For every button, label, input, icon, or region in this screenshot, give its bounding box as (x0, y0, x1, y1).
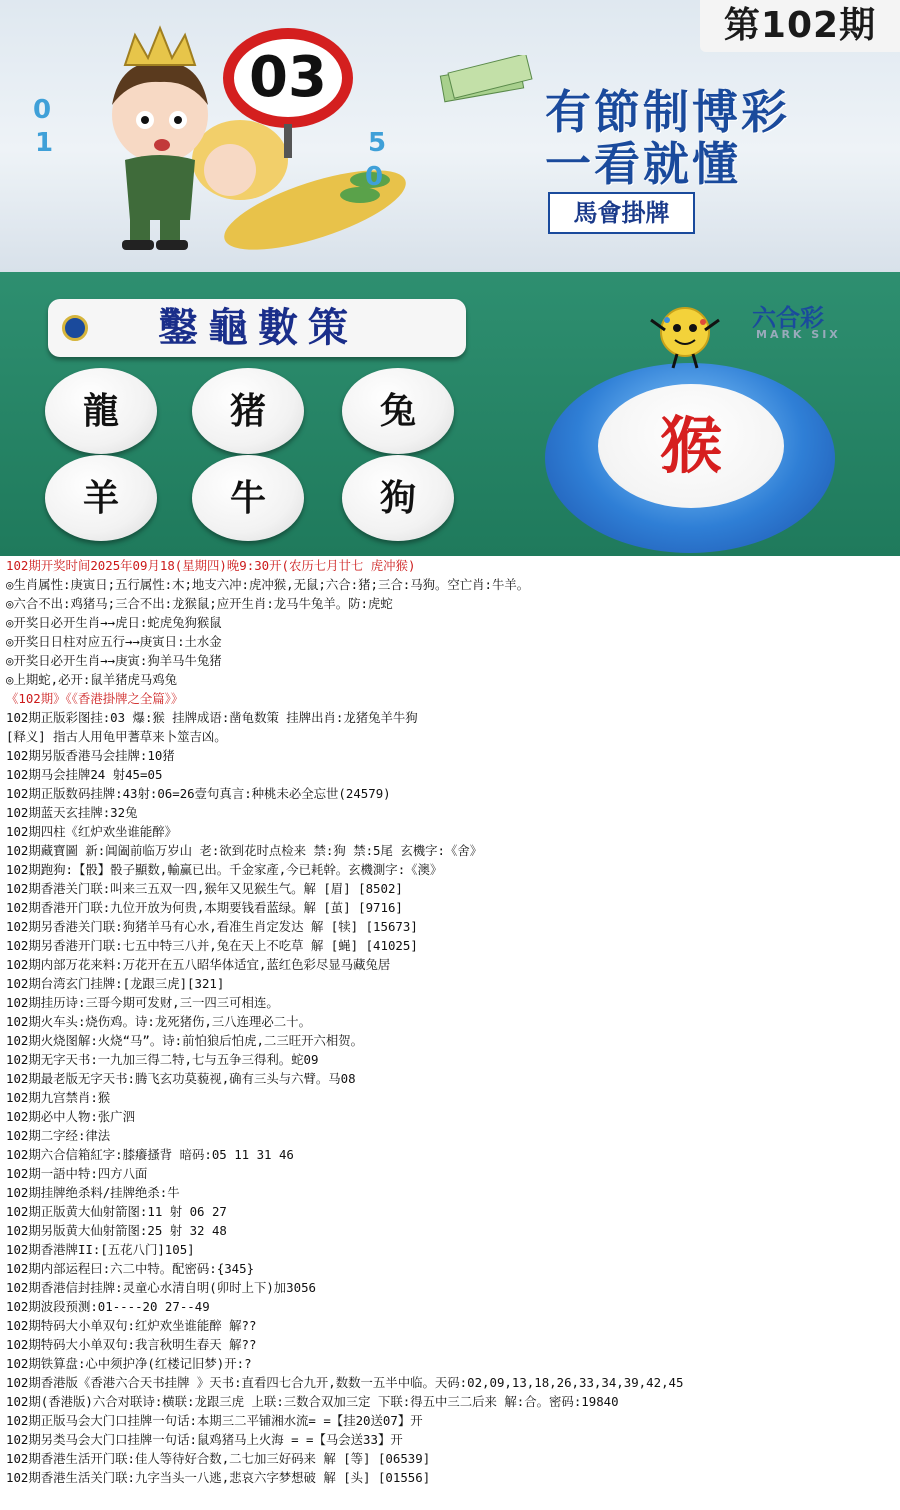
zodiac-1: 龍 (45, 368, 157, 454)
zodiac-6: 狗 (342, 455, 454, 541)
coin-icon (62, 315, 88, 341)
poster-title: 鑿龜數策 (158, 304, 358, 351)
poster (0, 0, 900, 556)
text-line: 102期挂牌绝杀料/挂牌绝杀:牛 (6, 1185, 180, 1200)
text-line: 102期必中人物:张广泗 (6, 1109, 135, 1124)
zodiac-2: 猪 (192, 368, 304, 454)
text-line: 102期无字天书:一九加三得二特,七与五争三得利。蛇09 (6, 1052, 319, 1067)
tag-label: 馬會掛牌 (548, 192, 695, 234)
text-line: 102期藏寶圖 新:阊阖前临万岁山 老:欲到花时点检来 禁:狗 禁:5尾 玄機字:《舍》 (6, 843, 483, 858)
issue-badge: 第102期 (700, 0, 900, 52)
text-line: 102期香港关门联:叫来三五双一四,猴年又见猴生气。解 [眉] [8502] (6, 881, 403, 896)
slogan-line-2: 一看就懂 (545, 137, 741, 191)
text-line: [释义] 指古人用龟甲蓍草来卜筮吉凶。 (6, 729, 227, 744)
text-line: 102期香港生活关门联:九字当头一八逃,悲哀六字梦想破 解 [头] [01556] (6, 1470, 431, 1485)
text-line: ◎六合不出:鸡猪马;三合不出:龙猴鼠;应开生肖:龙马牛兔羊。防:虎蛇 (6, 596, 393, 611)
text-line: 102期开奖时间2025年09月18(星期四)晚9:30开(农历七月廿七 虎冲猴) (6, 558, 416, 573)
text-line: ◎开奖日必开生肖→→虎日:蛇虎兔狗猴鼠 (6, 615, 222, 630)
text-line: ◎开奖日必开生肖→→庚寅:狗羊马牛兔猪 (6, 653, 222, 668)
text-line: 102期火车头:烧伤鸡。诗:龙死猪伤,三八连理必二十。 (6, 1014, 311, 1029)
text-line: 《102期》《《香港掛牌之全篇》》 (6, 691, 184, 706)
info-text-area (0, 556, 900, 1510)
text-line: 102期最老版无字天书:腾飞玄功莫藐视,确有三头与六臂。马08 (6, 1071, 356, 1086)
text-line: 102期内部万花来料:万花开在五八昭华体适宜,蓝红色彩尽显马藏兔居 (6, 957, 391, 972)
text-line: 102期另香港开门联:七五中特三八并,兔在天上不吃草 解 [蝇] [41025] (6, 938, 418, 953)
text-line: ◎开奖日日柱对应五行→→庚寅日:土水金 (6, 634, 222, 649)
text-line: ◎上期蛇,必开:鼠羊猪虎马鸡兔 (6, 672, 178, 687)
zodiac-5: 牛 (192, 455, 304, 541)
text-line: 102期一語中特:四方八面 (6, 1166, 148, 1181)
mascot-icon (645, 300, 725, 370)
text-line: 102期香港牌II:[五花八门]105] (6, 1242, 195, 1257)
speed-sign-number: 03 (223, 28, 353, 128)
text-line: 102期波段预测:01----20 27--49 (6, 1299, 210, 1314)
text-line: 102期挂历诗:三哥今期可发财,三一四三可相连。 (6, 995, 279, 1010)
left-digit-2: 1 (35, 128, 54, 158)
slogan-line-1: 有節制博彩 (545, 85, 790, 139)
text-line: 102期台湾玄门挂牌:[龙跟三虎][321] (6, 976, 225, 991)
text-line: 102期香港版《香港六合天书挂牌 》天书:直看四七合九开,数数一五半中临。天码:02,09,13,18,26,33,34,39,42,45 (6, 1375, 684, 1390)
zodiac-3: 兔 (342, 368, 454, 454)
text-line: 102期铁算盘:心中须护净(红楼记旧梦)开:? (6, 1356, 252, 1371)
text-line: 102期另类马会大门口挂牌一句话:鼠鸡猪马上火海 = =【马会送33】开 (6, 1432, 403, 1447)
text-line: 102期香港生活开门联:佳人等待好合数,二七加三好码来 解 [等] [06539] (6, 1451, 431, 1466)
brand-subtitle: MARK SIX (756, 328, 841, 341)
sign-pole (284, 124, 292, 158)
text-line: 102期马会挂牌24 射45=05 (6, 767, 163, 782)
text-line: 102期香港信封挂牌:灵童心水清自明(卯时上下)加3056 (6, 1280, 317, 1295)
zodiac-4: 羊 (45, 455, 157, 541)
text-line: 102期另版香港马会挂牌:10猪 (6, 748, 175, 763)
money-stack-icon (438, 55, 536, 103)
text-line: 102期正版黄大仙射箭图:11 射 06 27 (6, 1204, 227, 1219)
text-line: 102期火烧图解:火烧“马”。诗:前怕狼后怕虎,二三旺开六相贺。 (6, 1033, 364, 1048)
ball-zodiac: 猴 (598, 384, 784, 508)
text-line: 102期香港开门联:九位开放为何贵,本期要钱看蓝绿。解 [茧] [9716] (6, 900, 403, 915)
text-line: 102期九宫禁肖:猴 (6, 1090, 111, 1105)
mark-six-logo (752, 298, 872, 346)
text-line: 102期特码大小单双句:红炉欢坐谁能醉 解?? (6, 1318, 257, 1333)
text-line: 102期另版黄大仙射箭图:25 射 32 48 (6, 1223, 227, 1238)
brand-title: 六合彩 (752, 304, 824, 332)
text-line: ◎生肖属性:庚寅日;五行属性:木;地支六冲:虎冲猴,无鼠;六合:猪;三合:马狗。空亡肖:牛羊。 (6, 577, 530, 592)
text-line: 102期跑狗:【骰】骰子顯数,輸赢已出。千金家產,今已耗幹。玄機測字:《澳》 (6, 862, 443, 877)
text-line: 102期正版马会大门口挂牌一句话:本期三二平铺湘水流= =【挂20送07】开 (6, 1413, 423, 1428)
text-line: 102期特码大小单双句:我言秋明生春天 解?? (6, 1337, 257, 1352)
text-line: 102期正版数码挂牌:43射:06=26壹句真言:种桃未必全忘世(24579) (6, 786, 391, 801)
text-line: 102期正版彩图挂:03 爆:猴 挂牌成语:凿龟数策 挂牌出肖:龙猪兔羊牛狗 (6, 710, 418, 725)
text-line: 102期(香港版)六合对联诗:横联:龙跟三虎 上联:三数合双加三定 下联:得五中三二后来 解:合。密码:19840 (6, 1394, 619, 1409)
left-digit-1: 0 (33, 95, 52, 125)
text-line: 102期内部运程曰:六二中特。配密码:{345} (6, 1261, 255, 1276)
title-plate (48, 299, 466, 357)
text-line: 102期二字经:律法 (6, 1128, 111, 1143)
text-line (6, 1487, 898, 1506)
text-line: 102期蓝天玄挂牌:32兔 (6, 805, 138, 820)
text-line: 102期另香港关门联:狗猪羊马有心水,看准生肖定发达 解 [犊] [15673] (6, 919, 418, 934)
text-line: 102期四柱《红炉欢坐谁能醉》 (6, 824, 178, 839)
right-digit-2: 0 (365, 162, 384, 192)
text-line: 102期六合信箱紅字:膝癢搔背 暗码:05 11 31 46 (6, 1147, 294, 1162)
right-digit-1: 5 (368, 128, 387, 158)
